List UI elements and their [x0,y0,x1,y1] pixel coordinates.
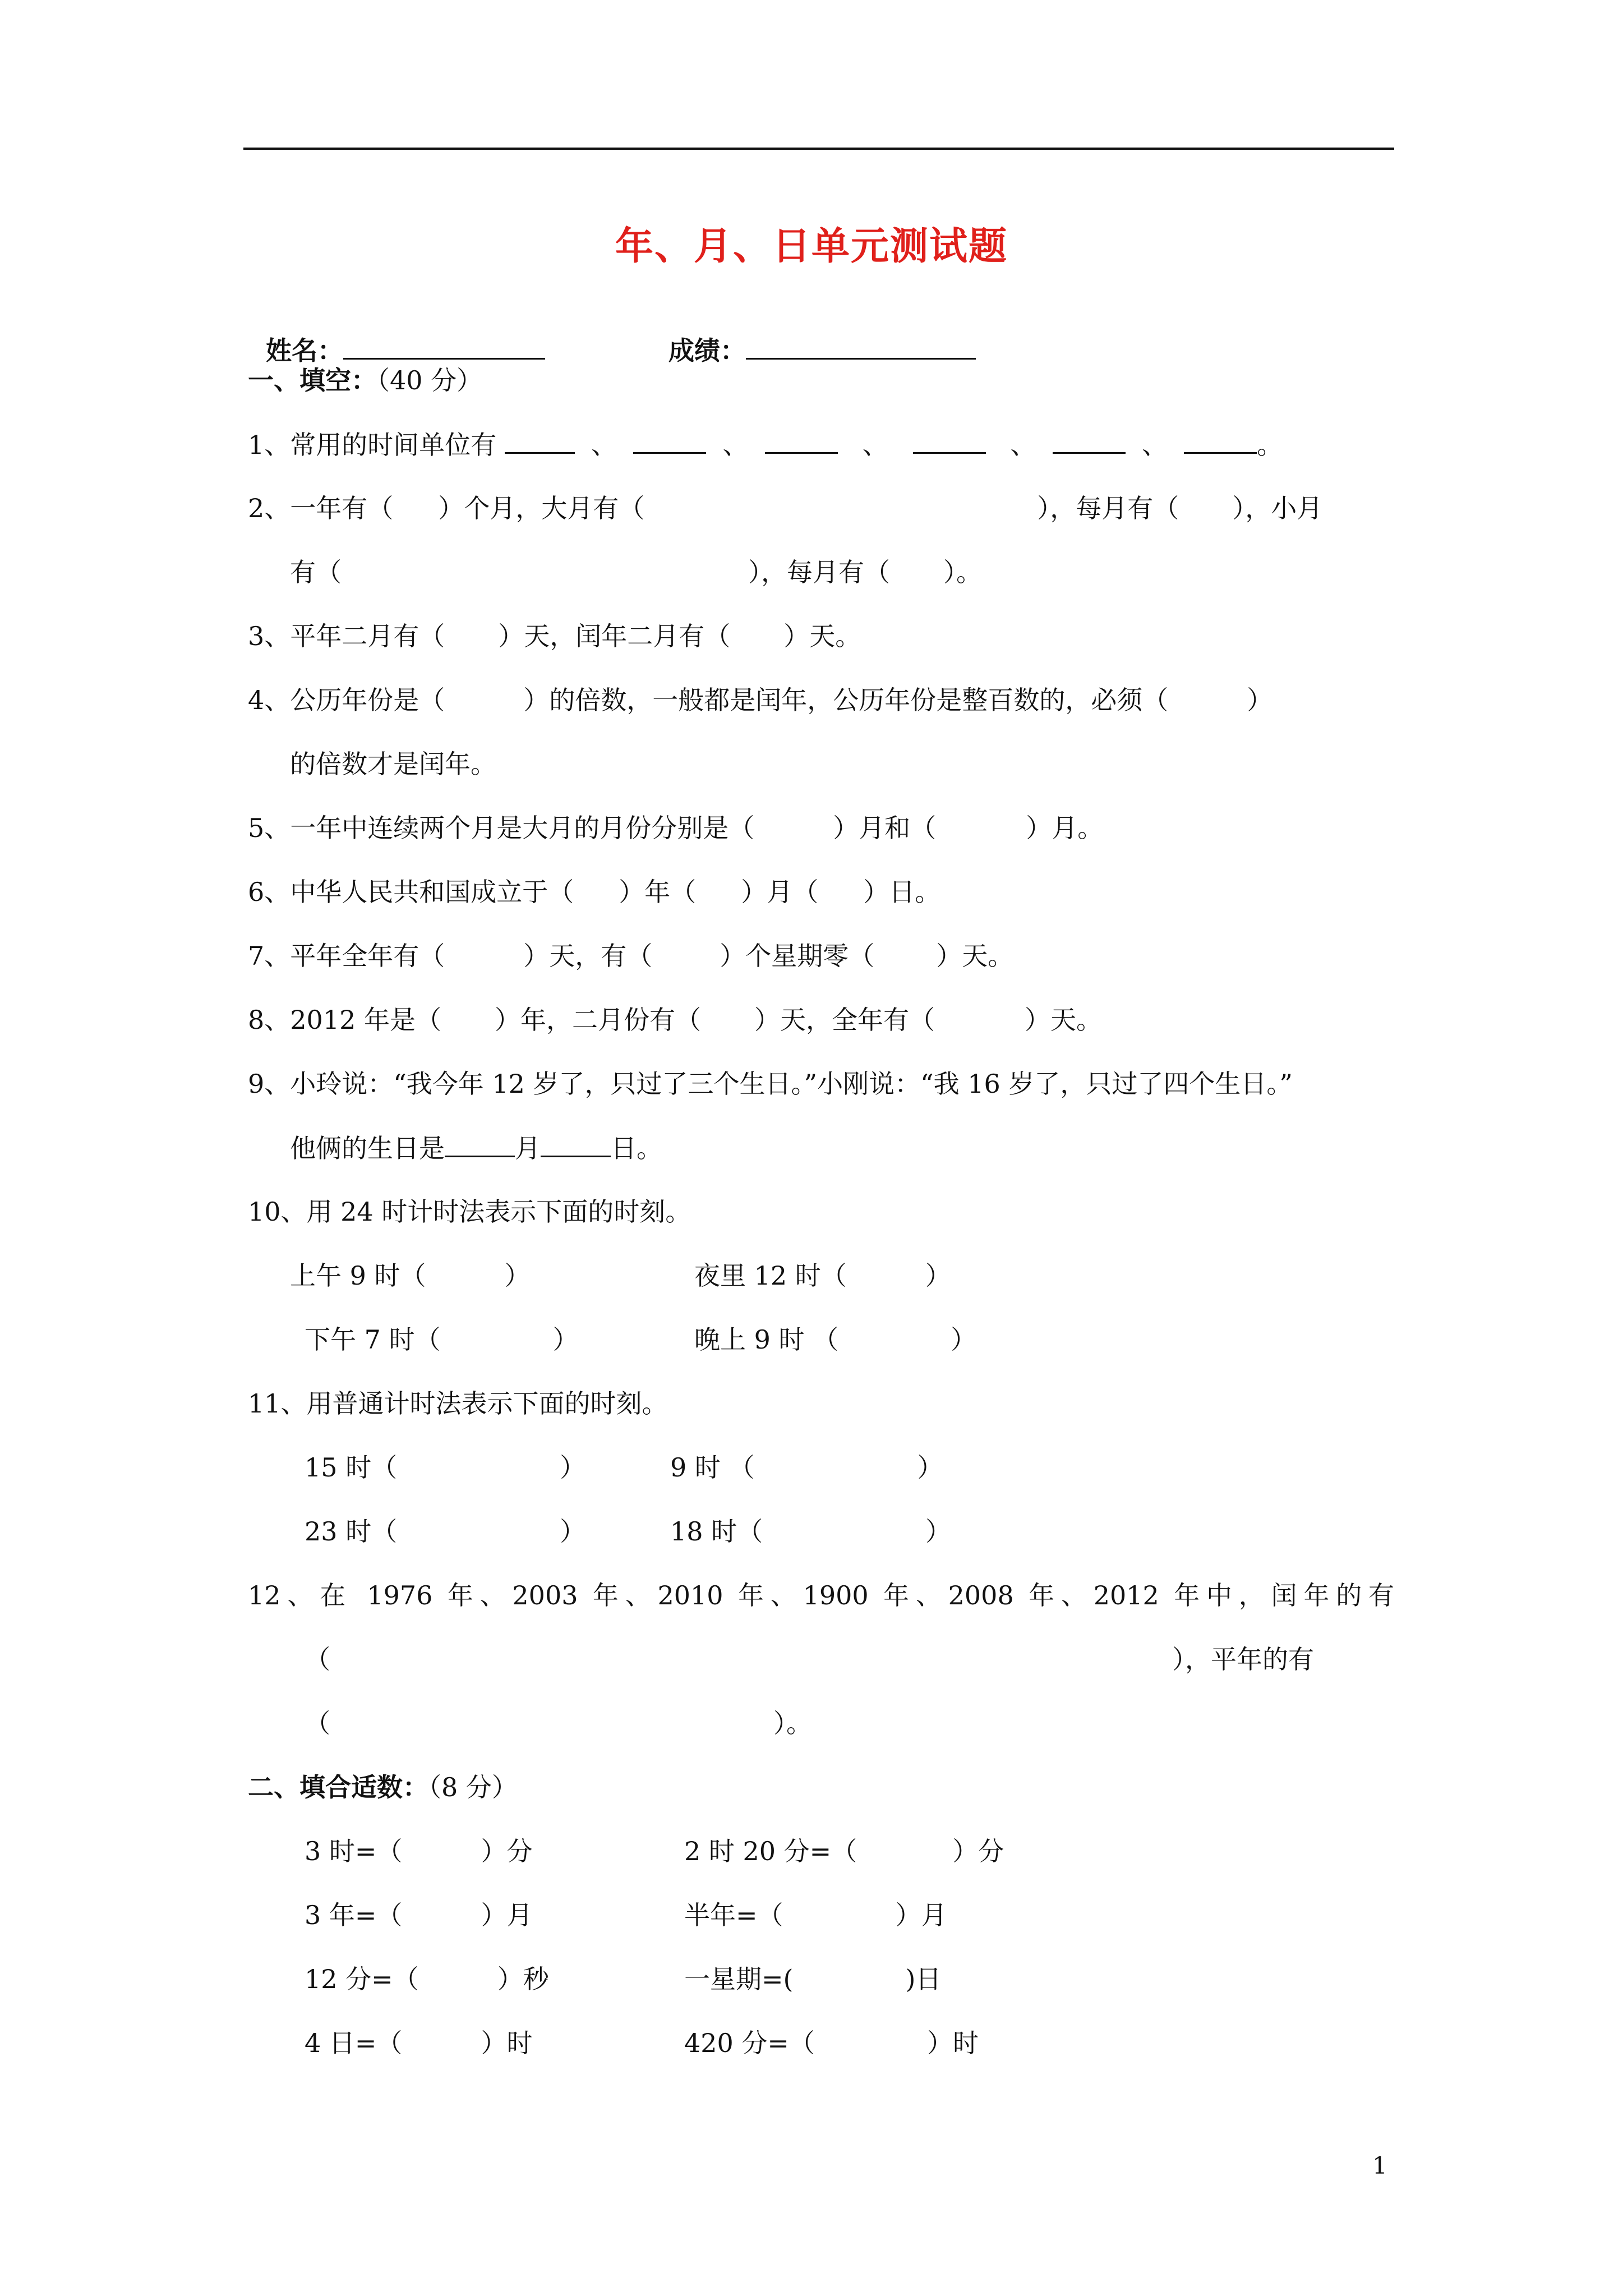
q1-blank-1[interactable] [505,427,575,454]
q11-item-3: 23 时（ ） [305,1516,586,1547]
conv-item-7: 4 日=（ ）时 [305,2028,533,2058]
q1-blank-2[interactable] [633,427,706,454]
question-11: 11、用普通计时法表示下面的时刻。 [248,1388,668,1419]
score-blank[interactable] [746,333,976,360]
question-6: 6、中华人民共和国成立于（ ）年（ ）月（ ）日。 [248,877,941,907]
conv-item-2: 2 时 20 分=（ ）分 [684,1836,1004,1866]
q1-blank-5[interactable] [1053,427,1126,454]
question-2-cont: 有（ ），每月有（ ）。 [290,557,982,587]
question-7: 7、平年全年有（ ）天，有（ ）个星期零（ ）天。 [248,941,1014,971]
conv-item-5: 12 分=（ ）秒 [305,1964,549,1994]
q9-day-blank[interactable] [541,1131,611,1157]
name-blank[interactable] [343,333,545,360]
score-row [651,300,976,367]
name-label: 姓名： [266,335,344,366]
conv-item-8: 420 分=（ ）时 [684,2028,979,2058]
q12-cont: （ ）。 [305,1708,812,1738]
question-2: 2、一年有（ ）个月，大月有（ ），每月有（ ），小月 [248,493,1323,523]
section2-heading: 二、填合适数：（8 分） [248,1772,518,1802]
q11-item-4: 18 时（ ） [670,1516,952,1547]
conv-item-1: 3 时=（ ）分 [305,1836,533,1866]
q12-open-1: （ [305,1644,330,1674]
question-10: 10、用 24 时计时法表示下面的时刻。 [248,1197,691,1227]
conv-item-4: 半年=（ ）月 [684,1900,947,1930]
conv-item-3: 3 年=（ ）月 [305,1900,533,1930]
question-9-cont: 他俩的生日是 月 日。 [290,1131,662,1165]
q11-item-1: 15 时（ ） [305,1452,586,1483]
question-5: 5、一年中连续两个月是大月的月份分别是（ ）月和（ ）月。 [248,813,1104,843]
q10-item-4: 晚上 9 时 （ ） [694,1324,977,1355]
question-8: 8、2012 年是（ ）年，二月份有（ ）天，全年有（ ）天。 [248,1005,1102,1035]
q10-item-1: 上午 9 时（ ） [290,1260,531,1291]
page-number: 1 [1372,2152,1387,2179]
question-4-cont: 的倍数才是闰年。 [290,749,496,779]
question-9: 9、小玲说：“我今年 12 岁了，只过了三个生日。”小刚说：“我 16 岁了，只过了四个生日。” [248,1069,1293,1099]
q10-item-3: 下午 7 时（ ） [305,1324,579,1355]
q11-item-2: 9 时 （ ） [670,1452,943,1483]
question-1: 1、常用的时间单位有 、 、 、 、 、 。 [248,427,1283,462]
conv-item-6: 一星期=( )日 [684,1964,942,1994]
q1-blank-4[interactable] [913,427,986,454]
score-label: 成绩： [668,335,746,366]
question-12: 12、在 1976 年、2003 年、2010 年、1900 年、2008 年、2012 年中，闰年的有 [248,1580,1394,1611]
header-rule [243,148,1394,150]
q12-close-1: ），平年的有 [1172,1644,1314,1674]
question-4: 4、公历年份是（ ）的倍数，一般都是闰年，公历年份是整百数的，必须（ ） [248,685,1273,715]
name-row [248,300,545,367]
q10-item-2: 夜里 12 时（ ） [694,1260,951,1291]
section1-heading: 一、填空：（40 分） [248,365,483,395]
q1-blank-3[interactable] [765,427,838,454]
q1-blank-6[interactable] [1184,427,1257,454]
page-title: 年、月、日单元测试题 [615,224,1008,269]
question-3: 3、平年二月有（ ）天，闰年二月有（ ）天。 [248,621,861,651]
q9-month-blank[interactable] [445,1131,515,1157]
